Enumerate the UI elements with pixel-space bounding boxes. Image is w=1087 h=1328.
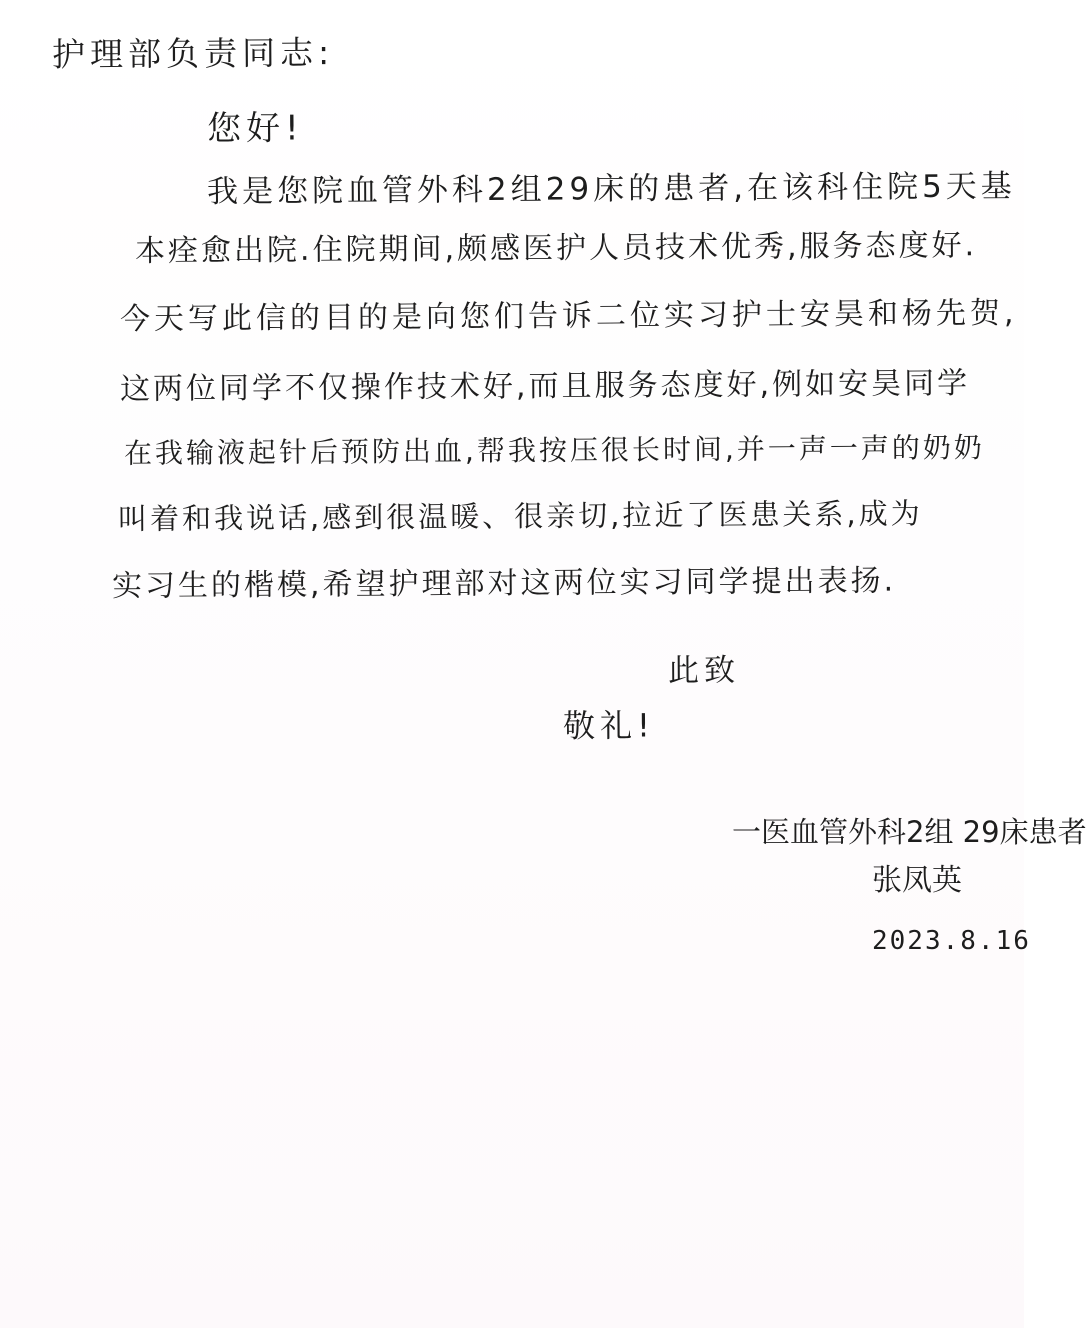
body-line-1: 我是您院血管外科2组29床的患者,在该科住院5天基 — [206, 168, 1016, 210]
signature-date: 2023.8.16 — [872, 926, 1031, 956]
body-line-2: 本痊愈出院.住院期间,颇感医护人员技术优秀,服务态度好. — [134, 228, 978, 269]
salutation: 护理部负责同志: — [51, 33, 335, 74]
signature-name: 张凤英 — [872, 863, 962, 898]
body-line-4: 这两位同学不仅操作技术好,而且服务态度好,例如安昊同学 — [119, 366, 971, 407]
closing-1: 此致 — [667, 652, 741, 689]
greeting: 您好! — [206, 108, 304, 149]
signature-unit: 一医血管外科2组 29床患者 — [732, 815, 1087, 849]
body-line-7: 实习生的楷模,希望护理部对这两位实习同学提出表扬. — [111, 563, 897, 604]
body-line-6: 叫着和我说话,感到很温暖、很亲切,拉近了医患关系,成为 — [117, 496, 923, 536]
body-line-3: 今天写此信的目的是向您们告诉二位实习护士安昊和杨先贺, — [119, 295, 1018, 337]
closing-2: 敬礼! — [562, 706, 655, 745]
body-line-5: 在我输液起针后预防出血,帮我按压很长时间,并一声一声的奶奶 — [123, 430, 985, 470]
